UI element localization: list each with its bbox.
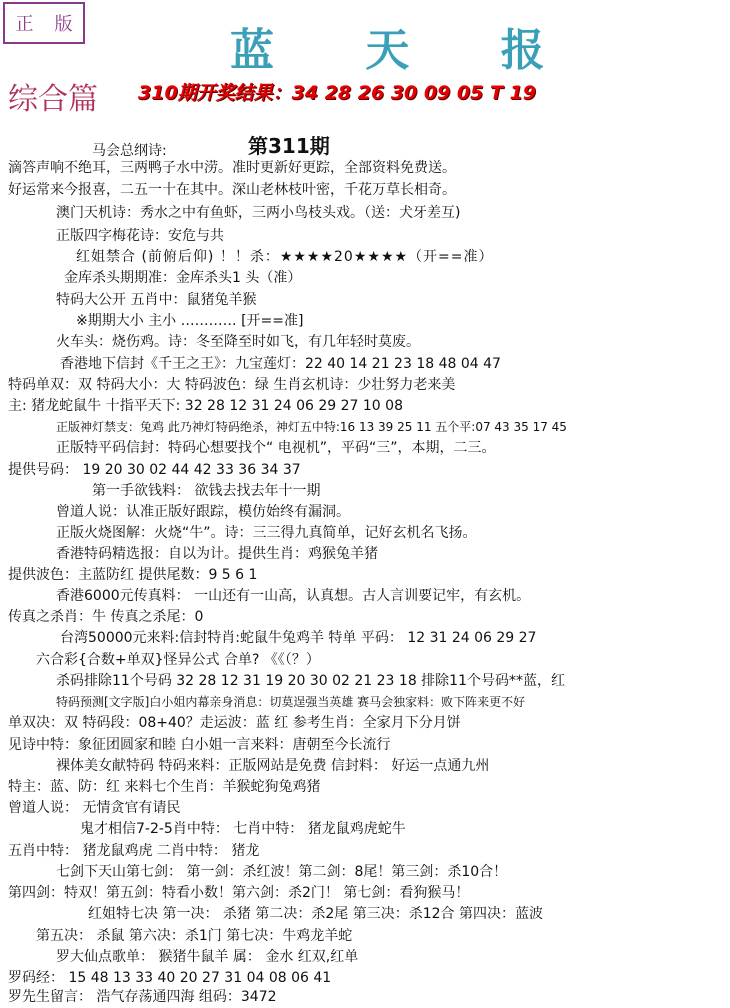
text-line: 传真之杀肖：牛 传真之杀尾：0 xyxy=(8,609,204,625)
stamp-left-char: 正 xyxy=(15,14,34,35)
text-line: 提供波色：主蓝防红 提供尾数：9 5 6 1 xyxy=(8,567,258,583)
text-line: 特码单双：双 特码大小：大 特码波色：绿 生肖玄机诗：少壮努力老来美 xyxy=(8,377,456,393)
text-line: 特码大公开 五肖中：鼠猪兔羊猴 xyxy=(56,292,257,308)
text-line: 正版神灯禁支：兔鸡 此乃神灯特码绝杀，神灯五中特:16 13 39 25 11 五个平:07 43 35 17 45 xyxy=(56,420,567,434)
text-line: 澳门天机诗：秀水之中有鱼虾，三两小鸟枝头戏。（送：犬牙差互) xyxy=(56,205,461,221)
issue-number: 第311期 xyxy=(248,134,330,158)
text-line: 鬼才相信7-2-5肖中特： 七肖中特： 猪龙鼠鸡虎蛇牛 xyxy=(80,821,406,837)
text-line: 马会总纲诗: xyxy=(92,143,167,159)
text-line: 特码预测[文字版]白小姐内幕亲身消息：切莫逞强当英雄 赛马会独家料：败下阵来更不好 xyxy=(56,695,526,709)
text-line: 裸体美女献特码 特码来料：正版网站是免费 信封料： 好运一点通九州 xyxy=(56,758,490,774)
text-line: 单双决：双 特码段：08+40？走运波：蓝 红 参考生肖：全家月下分月饼 xyxy=(8,715,461,731)
text-line: 第五决： 杀鼠 第六决：杀1门 第七决：牛鸡龙羊蛇 xyxy=(36,928,353,944)
text-line: ※期期大小 主小 ………… [开==准] xyxy=(76,313,304,329)
text-line: 特主：蓝、防：红 来料七个生肖：羊猴蛇狗兔鸡猪 xyxy=(8,779,321,795)
text-line: 曾道人说： 无情贪官有请民 xyxy=(8,800,181,816)
previous-result: 310期开奖结果：34 28 26 30 09 05 T 19 xyxy=(138,82,537,104)
text-line: 红姐禁合 (前俯后仰) ！！杀：★★★★20★★★★（开==准） xyxy=(76,249,494,265)
text-line: 香港6000元传真料： 一山还有一山高，认真想。古人言训要记牢，有玄机。 xyxy=(56,588,531,604)
genuine-stamp xyxy=(3,2,85,44)
text-line: 第一手欲钱料： 欲钱去找去年十一期 xyxy=(92,483,321,499)
text-line: 第四剑：特双！第五剑：特看小数！第六剑：杀2门！ 第七剑：看狗猴马！ xyxy=(8,885,470,901)
text-line: 罗大仙点歌单： 猴猪牛鼠羊 属： 金水 红双,红单 xyxy=(56,949,359,965)
text-line: 杀码排除11个号码 32 28 12 31 19 20 30 02 21 23 18 排除11个号码**蓝，红 xyxy=(56,673,565,689)
text-line: 罗先生留言： 浩气存荡通四海 组码：3472 xyxy=(8,989,277,1005)
text-line: 香港特码精选报：自以为计。提供生肖：鸡猴兔羊猪 xyxy=(56,546,378,562)
text-line: 香港地下信封《千王之王》：九宝莲灯：22 40 14 21 23 18 48 04 47 xyxy=(60,356,501,372)
text-line: 滴答声响不绝耳，三两鸭子水中涝。准时更新好更踪，全部资料免费送。 xyxy=(8,160,456,176)
text-line: 见诗中特：象征团圆家和睦 白小姐一言来料：唐朝至今长流行 xyxy=(8,737,391,753)
text-line: 提供号码： 19 20 30 02 44 42 33 36 34 37 xyxy=(8,462,301,478)
text-line: 红姐特七决 第一决： 杀猪 第二决：杀2尾 第三决：杀12合 第四决：蓝波 xyxy=(88,906,543,922)
section-label: 综合篇 xyxy=(8,82,98,117)
text-line: 好运常来今报喜，二五一十在其中。深山老林枝叶密，千花万草长相奇。 xyxy=(8,182,456,198)
text-line: 罗码经： 15 48 13 33 40 20 27 31 04 08 06 41 xyxy=(8,970,332,986)
text-line: 正版火烧图解：火烧“牛”。诗：三三得九真简单，记好玄机名飞扬。 xyxy=(56,525,477,541)
text-line: 曾道人说：认准正版好跟踪，模仿始终有漏洞。 xyxy=(56,504,350,520)
text-line: 台湾50000元来料:信封特肖:蛇鼠牛兔鸡羊 特单 平码： 12 31 24 06 29 27 xyxy=(60,630,537,646)
text-line: 六合彩{合数+单双}怪异公式 合单? 《《（？） xyxy=(36,652,320,668)
stamp-right-char: 版 xyxy=(54,14,73,35)
text-line: 火车头：烧伤鸡。诗：冬至降至时如飞，有几年轻时莫废。 xyxy=(56,334,420,350)
text-line: 五肖中特： 猪龙鼠鸡虎 二肖中特： 猪龙 xyxy=(8,843,260,859)
text-line: 金库杀头期期准：金库杀头1 头（准） xyxy=(64,270,302,286)
text-line: 主: 猪龙蛇鼠牛 十指平天下: 32 28 12 31 24 06 29 27 10 08 xyxy=(8,398,403,414)
newspaper-title: 蓝 天 报 xyxy=(230,25,583,76)
text-line: 正版四字梅花诗：安危与共 xyxy=(56,228,224,244)
text-line: 正版特平码信封：特码心想要找个“ 电视机”，平码“三”，本期，二三。 xyxy=(56,440,496,456)
text-line: 七剑下天山第七剑： 第一剑：杀红波！第二剑：8尾！第三剑：杀10合！ xyxy=(56,864,508,880)
